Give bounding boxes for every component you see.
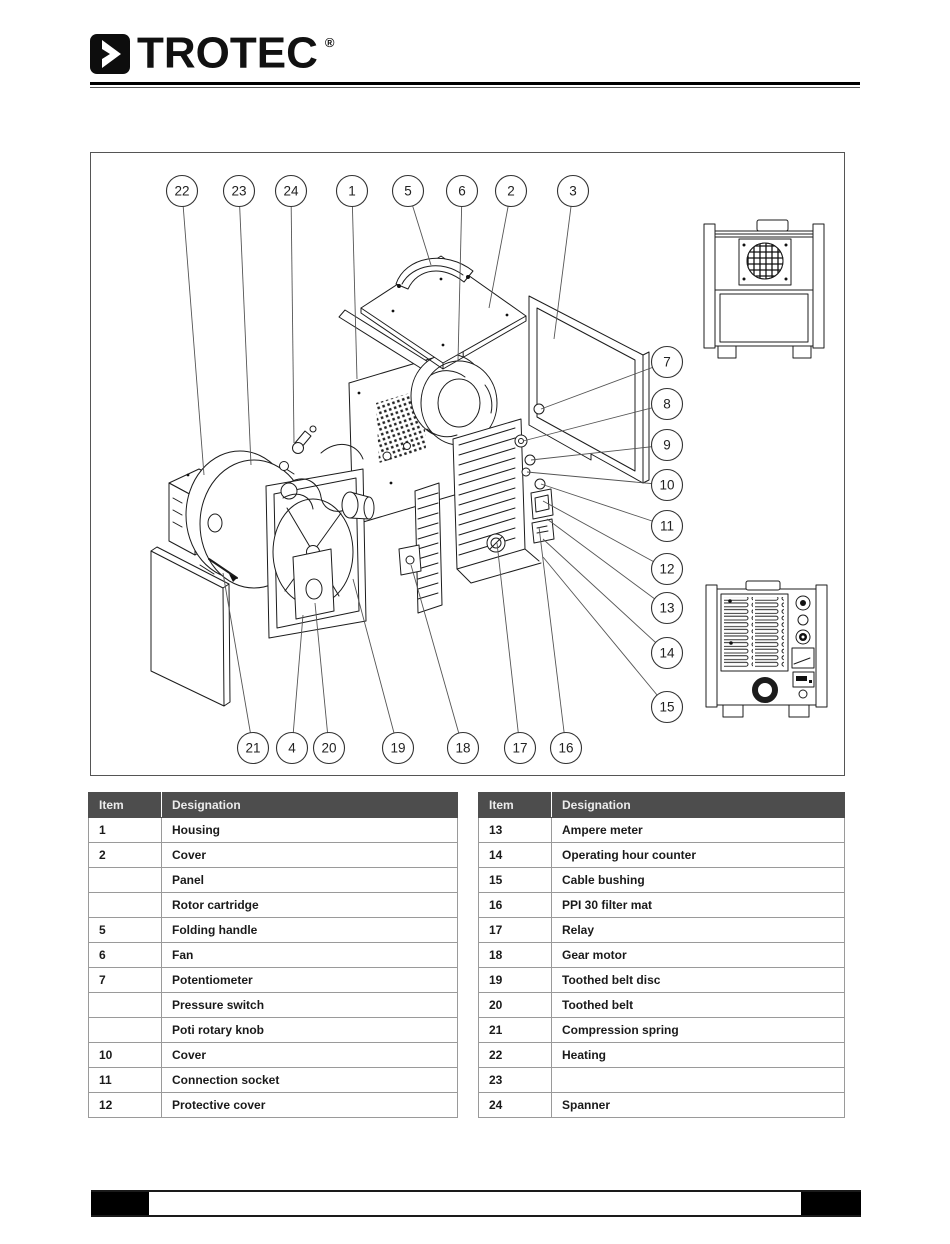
potentiometer — [534, 404, 544, 414]
designation-column-header: Designation — [162, 793, 458, 818]
leader-line — [182, 191, 204, 475]
designation-cell: Protective cover — [162, 1093, 458, 1118]
designation-cell: Connection socket — [162, 1068, 458, 1093]
front-view — [704, 220, 824, 358]
designation-cell: Folding handle — [162, 918, 458, 943]
table-row — [479, 818, 845, 843]
designation-cell: Cover — [162, 843, 458, 868]
footer-block-right — [801, 1192, 861, 1215]
callout-number: 14 — [659, 645, 675, 661]
callout-number: 20 — [321, 740, 337, 756]
callout-number: 10 — [659, 477, 675, 493]
designation-cell: Operating hour counter — [552, 843, 845, 868]
gear-motor — [399, 545, 421, 575]
designation-column-header: Designation — [552, 793, 845, 818]
callout-number: 21 — [245, 740, 261, 756]
item-cell: 17 — [479, 918, 552, 943]
leader-line — [543, 557, 667, 707]
table-row — [479, 843, 845, 868]
designation-cell: Spanner — [552, 1093, 845, 1118]
callout-number: 15 — [659, 699, 675, 715]
exploded-assembly — [151, 256, 649, 706]
table-row — [479, 993, 845, 1018]
leader-line — [497, 543, 520, 748]
front-handle — [757, 220, 788, 231]
table-row — [89, 1018, 458, 1043]
leader-line — [489, 191, 511, 308]
designation-cell — [552, 1068, 845, 1093]
belt-pulley — [281, 483, 297, 499]
trotec-logo — [90, 29, 335, 78]
designation-cell: Gear motor — [552, 943, 845, 968]
item-cell: 1 — [89, 818, 162, 843]
callout-number: 16 — [558, 740, 574, 756]
table-row — [89, 868, 458, 893]
leader-line — [352, 191, 357, 379]
leader-line — [527, 472, 667, 485]
table-row — [479, 1018, 845, 1043]
cable-bushing — [487, 534, 505, 552]
exploded-view-canvas — [91, 153, 844, 775]
callout-number: 1 — [348, 183, 356, 199]
table-row — [89, 1093, 458, 1118]
table-row — [89, 1068, 458, 1093]
table-row — [89, 1043, 458, 1068]
table-row — [479, 918, 845, 943]
designation-cell: Toothed belt — [552, 993, 845, 1018]
callout-number: 4 — [288, 740, 296, 756]
item-cell: 16 — [479, 893, 552, 918]
top-cover — [361, 256, 526, 369]
table-row — [479, 968, 845, 993]
designation-cell: Fan — [162, 943, 458, 968]
ampere-meter — [531, 489, 553, 519]
table-row — [89, 918, 458, 943]
header-rule-thin — [90, 87, 860, 88]
exploded-view-diagram — [90, 152, 845, 776]
leader-line — [353, 579, 398, 748]
cover-panel — [529, 296, 649, 483]
designation-cell: Relay — [552, 918, 845, 943]
parts-table-left — [88, 792, 458, 1118]
brand-name: TROTEC — [137, 29, 318, 78]
designation-cell: Rotor cartridge — [162, 893, 458, 918]
item-cell: 11 — [89, 1068, 162, 1093]
table-row — [89, 893, 458, 918]
leader-line — [239, 191, 251, 465]
item-cell: 20 — [479, 993, 552, 1018]
table-header-row — [89, 793, 458, 818]
callout-number: 11 — [659, 518, 675, 534]
callout-number: 23 — [231, 183, 247, 199]
table-row — [89, 943, 458, 968]
callout-number: 3 — [569, 183, 577, 199]
item-cell: 6 — [89, 943, 162, 968]
leader-line — [543, 501, 667, 569]
item-cell — [89, 893, 162, 918]
designation-cell: Cable bushing — [552, 868, 845, 893]
item-cell — [89, 868, 162, 893]
rear-meter — [792, 648, 814, 668]
rear-handle — [746, 581, 780, 590]
callout-number: 2 — [507, 183, 515, 199]
pressure-switch — [515, 435, 527, 447]
item-cell: 7 — [89, 968, 162, 993]
callout-number: 24 — [283, 183, 299, 199]
table-row — [89, 818, 458, 843]
callout-number: 19 — [390, 740, 406, 756]
item-cell: 13 — [479, 818, 552, 843]
item-cell: 22 — [479, 1043, 552, 1068]
item-cell — [89, 993, 162, 1018]
designation-cell: Ampere meter — [552, 818, 845, 843]
callout-number: 13 — [659, 600, 675, 616]
item-cell — [89, 1018, 162, 1043]
designation-cell: Panel — [162, 868, 458, 893]
footer-block-left — [91, 1192, 149, 1215]
item-cell: 23 — [479, 1068, 552, 1093]
item-cell: 2 — [89, 843, 162, 868]
leader-line — [539, 527, 566, 748]
table-row — [479, 1093, 845, 1118]
table-row — [479, 1068, 845, 1093]
header-rule — [90, 82, 860, 85]
designation-cell: Housing — [162, 818, 458, 843]
item-cell: 14 — [479, 843, 552, 868]
table-row — [479, 868, 845, 893]
callout-number: 5 — [404, 183, 412, 199]
callout-number: 7 — [663, 354, 671, 370]
callout-number: 6 — [458, 183, 466, 199]
rear-view — [706, 581, 827, 717]
footer-band — [91, 1190, 861, 1217]
designation-cell: Pressure switch — [162, 993, 458, 1018]
item-cell: 10 — [89, 1043, 162, 1068]
callout-number: 9 — [663, 437, 671, 453]
item-cell: 24 — [479, 1093, 552, 1118]
designation-cell: PPI 30 filter mat — [552, 893, 845, 918]
item-cell: 15 — [479, 868, 552, 893]
connection-socket — [535, 479, 545, 489]
designation-cell: Toothed belt disc — [552, 968, 845, 993]
designation-cell: Heating — [552, 1043, 845, 1068]
item-column-header: Item — [89, 793, 162, 818]
table-row — [89, 993, 458, 1018]
leader-line — [543, 539, 667, 653]
item-cell: 18 — [479, 943, 552, 968]
heat-exchanger — [453, 419, 541, 583]
leader-line — [541, 484, 667, 526]
table-row — [89, 843, 458, 868]
callout-number: 22 — [174, 183, 190, 199]
parts-table-right — [478, 792, 845, 1118]
callout-number: 12 — [659, 561, 675, 577]
table-row — [479, 893, 845, 918]
item-column-header: Item — [479, 793, 552, 818]
leader-line — [547, 519, 667, 608]
callout-number: 8 — [663, 396, 671, 412]
designation-cell: Cover — [162, 1043, 458, 1068]
table-header-row — [479, 793, 845, 818]
item-cell: 21 — [479, 1018, 552, 1043]
item-cell: 19 — [479, 968, 552, 993]
registered-mark: ® — [324, 35, 335, 50]
callout-number: 17 — [512, 740, 528, 756]
item-cell: 12 — [89, 1093, 162, 1118]
callout-number: 18 — [455, 740, 471, 756]
chevron-right-icon — [90, 34, 130, 74]
designation-cell: Poti rotary knob — [162, 1018, 458, 1043]
table-row — [89, 968, 458, 993]
table-row — [479, 1043, 845, 1068]
designation-cell: Potentiometer — [162, 968, 458, 993]
leader-line — [292, 615, 303, 748]
leader-line — [291, 191, 294, 443]
designation-cell: Compression spring — [552, 1018, 845, 1043]
item-cell: 5 — [89, 918, 162, 943]
table-row — [479, 943, 845, 968]
spanner — [280, 426, 317, 471]
